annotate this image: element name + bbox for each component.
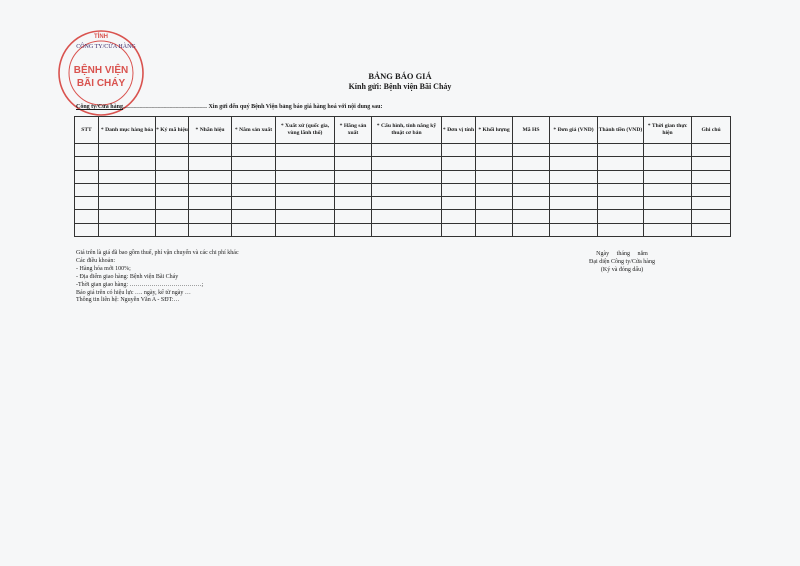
header-model-code: * Ký mã hiệu (156, 117, 189, 144)
intro-dots: …………………………………… (122, 104, 207, 110)
table-cell (442, 197, 476, 210)
header-note: Ghi chú (692, 117, 731, 144)
table-cell (692, 157, 731, 170)
header-quantity: * Khối lượng (476, 117, 513, 144)
table-cell (232, 144, 276, 157)
table-cell (550, 144, 598, 157)
intro-company: Công ty/Cửa hàng (76, 104, 123, 110)
table-cell (75, 157, 99, 170)
table-cell (513, 157, 550, 170)
intro-line (76, 104, 382, 110)
signature-date: Ngày tháng năm (596, 251, 648, 257)
table-cell (232, 210, 276, 223)
table-cell (335, 144, 372, 157)
signature-block (552, 250, 692, 274)
table-cell (550, 170, 598, 183)
table-cell (156, 157, 189, 170)
table-row (75, 210, 731, 223)
table-cell (156, 183, 189, 196)
table-row (75, 157, 731, 170)
table-cell (276, 144, 335, 157)
table-cell (372, 223, 442, 236)
table-cell (189, 210, 232, 223)
table-cell (550, 157, 598, 170)
signature-role: Đại diện Công ty/Cửa hàng (589, 259, 655, 266)
table-cell (372, 210, 442, 223)
table-cell (598, 210, 644, 223)
table-cell (156, 144, 189, 157)
quotation-table (74, 116, 731, 237)
table-cell (598, 144, 644, 157)
table-cell (442, 170, 476, 183)
note-line: - Địa điểm giao hàng: Bệnh viện Bãi Cháy (76, 273, 179, 280)
table-cell (232, 170, 276, 183)
terms-notes (76, 250, 239, 305)
table-cell (335, 197, 372, 210)
table-cell (156, 170, 189, 183)
header-brand: * Nhãn hiệu (189, 117, 232, 144)
table-cell (513, 223, 550, 236)
table-cell (372, 197, 442, 210)
document-title: BẢNG BÁO GIÁ (368, 71, 432, 81)
table-cell (476, 197, 513, 210)
stamp-top-text: TỈNH (94, 34, 108, 40)
header-lead-time: * Thời gian thực hiện (644, 117, 692, 144)
table-cell (598, 183, 644, 196)
table-cell (189, 197, 232, 210)
table-row (75, 144, 731, 157)
table-cell (335, 223, 372, 236)
table-cell (692, 170, 731, 183)
table-cell (189, 157, 232, 170)
table-row (75, 223, 731, 236)
header-item-name: * Danh mục hàng hóa (99, 117, 156, 144)
table-cell (644, 210, 692, 223)
document-recipient: Kính gửi: Bệnh viện Bãi Cháy (348, 82, 452, 91)
table-cell (476, 183, 513, 196)
table-cell (276, 223, 335, 236)
header-stt: STT (75, 117, 99, 144)
table-cell (692, 144, 731, 157)
table-cell (276, 197, 335, 210)
table-cell (232, 197, 276, 210)
table-cell (335, 183, 372, 196)
table-cell (276, 210, 335, 223)
header-year: * Năm sản xuất (232, 117, 276, 144)
intro-text: Xin gửi đến quý Bệnh Viện bảng báo giá hàng hoá với nội dung sau: (208, 104, 383, 110)
table-cell (476, 170, 513, 183)
table-cell (156, 223, 189, 236)
table-cell (99, 170, 156, 183)
table-cell (232, 183, 276, 196)
header-row (75, 117, 731, 144)
table-cell (442, 144, 476, 157)
header-origin: * Xuất xứ (quốc gia, vùng lãnh thổ) (276, 117, 335, 144)
table-cell (99, 144, 156, 157)
header-hs-code: Mã HS (513, 117, 550, 144)
table-cell (644, 157, 692, 170)
table-cell (513, 144, 550, 157)
table-cell (644, 183, 692, 196)
table-cell (598, 170, 644, 183)
table-cell (276, 183, 335, 196)
table-cell (550, 197, 598, 210)
header-total: Thành tiền (VND) (598, 117, 644, 144)
table-cell (644, 170, 692, 183)
table-cell (644, 223, 692, 236)
table-row (75, 170, 731, 183)
note-line: Giá trên là giá đã bao gồm thuế, phí vận chuyển và các chi phí khác (76, 250, 239, 256)
table-cell (335, 210, 372, 223)
table-cell (476, 223, 513, 236)
table-cell (99, 223, 156, 236)
table-cell (189, 170, 232, 183)
table-cell (476, 144, 513, 157)
table-cell (442, 223, 476, 236)
table-cell (513, 210, 550, 223)
table-cell (513, 183, 550, 196)
table-cell (75, 170, 99, 183)
table-cell (99, 210, 156, 223)
table-cell (75, 210, 99, 223)
table-cell (276, 170, 335, 183)
table-cell (99, 157, 156, 170)
table-cell (692, 183, 731, 196)
note-line: - Hàng hóa mới 100%; (76, 265, 131, 272)
table-cell (75, 223, 99, 236)
table-cell (442, 157, 476, 170)
table-cell (156, 197, 189, 210)
table-row (75, 197, 731, 210)
table-cell (550, 183, 598, 196)
signature-instruction: (Ký và đóng dấu) (600, 267, 644, 274)
table-cell (692, 223, 731, 236)
note-line: -Thời gian giao hàng: ………………………………; (76, 281, 204, 288)
table-cell (442, 183, 476, 196)
stamp-line1: BỆNH VIỆN (73, 65, 129, 76)
note-line: Các điều khoản: (76, 257, 115, 264)
table-cell (232, 157, 276, 170)
table-cell (513, 170, 550, 183)
table-cell (598, 197, 644, 210)
table-cell (99, 197, 156, 210)
table-cell (598, 223, 644, 236)
stamp-ring-text: CÔNG TY/CỬA HÀNG (76, 44, 136, 50)
table-cell (598, 157, 644, 170)
table-cell (99, 183, 156, 196)
table-cell (476, 157, 513, 170)
table-cell (75, 183, 99, 196)
table-cell (372, 170, 442, 183)
table-cell (372, 183, 442, 196)
table-cell (75, 197, 99, 210)
header-unit-price: * Đơn giá (VND) (550, 117, 598, 144)
note-line: Báo giá trên có hiệu lực …. ngày, kể từ ngày … (76, 289, 191, 296)
note-line: Thông tin liên hệ: Nguyễn Văn A - SĐT:… (76, 297, 180, 304)
table-cell (189, 183, 232, 196)
table-cell (189, 223, 232, 236)
table-cell (550, 223, 598, 236)
table-cell (692, 210, 731, 223)
header-manufacturer: * Hãng sản xuất (335, 117, 372, 144)
header-specs: * Cấu hình, tính năng kỹ thuật cơ bản (372, 117, 442, 144)
table-cell (335, 170, 372, 183)
header-unit: * Đơn vị tính (442, 117, 476, 144)
table-cell (189, 144, 232, 157)
table-cell (644, 144, 692, 157)
table-cell (372, 144, 442, 157)
table-cell (75, 144, 99, 157)
table-cell (513, 197, 550, 210)
table-body (75, 144, 731, 237)
table-cell (156, 210, 189, 223)
table-cell (442, 210, 476, 223)
table-cell (232, 223, 276, 236)
table-cell (276, 157, 335, 170)
table-cell (644, 197, 692, 210)
stamp-line2: BÃI CHÁY (76, 78, 126, 89)
table-row (75, 183, 731, 196)
table-cell (550, 210, 598, 223)
table-cell (372, 157, 442, 170)
table-cell (692, 197, 731, 210)
table-cell (335, 157, 372, 170)
table-cell (476, 210, 513, 223)
